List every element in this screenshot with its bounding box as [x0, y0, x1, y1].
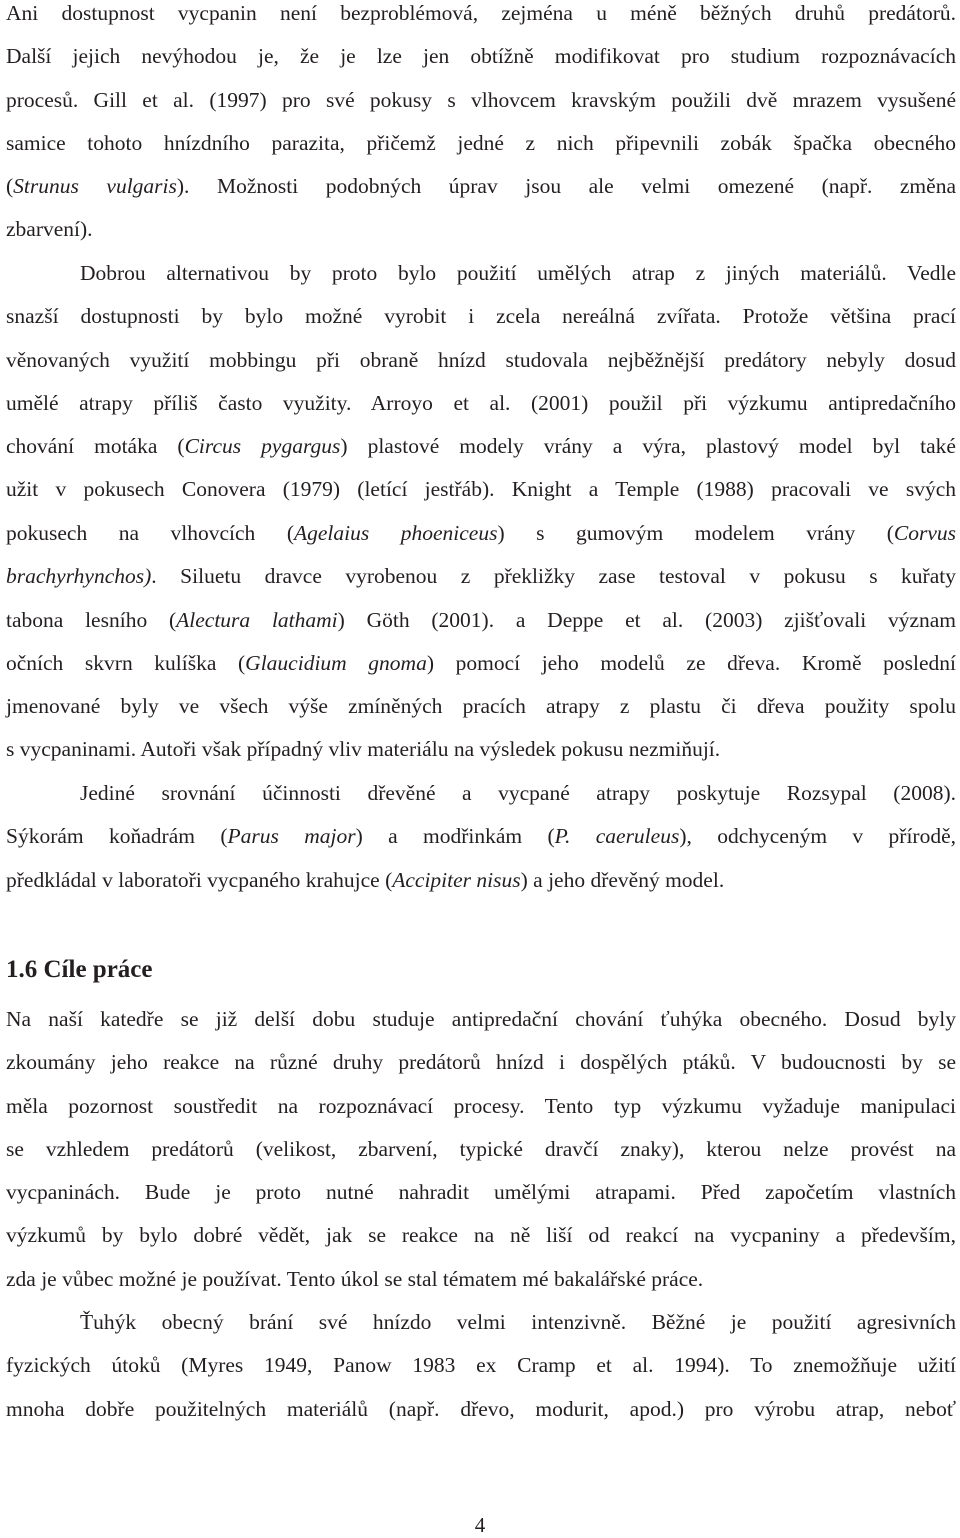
text-line: samice tohoto hnízdního parazita, přičemž jedné z nich připevnili zobák špačka obecného [6, 131, 956, 155]
text-line: výzkumů by bylo dobré vědět, jak se reakce na ně liší od reakcí na vycpaniny a především, [6, 1223, 956, 1247]
text-line: umělé atrapy příliš často využity. Arroyo et al. (2001) použil při výzkumu antipredačního [6, 391, 956, 415]
page-number: 4 [474, 1513, 486, 1537]
text-line: zkoumány jeho reakce na různé druhy predátorů hnízd i dospělých ptáků. V budoucnosti by se [6, 1050, 956, 1074]
text-line: Jediné srovnání účinnosti dřevěné a vycpané atrapy poskytuje Rozsypal (2008). [80, 781, 956, 805]
species-name: Corvus [893, 521, 957, 545]
species-name: Alectura lathami [176, 608, 338, 632]
text-line: brachyrhynchos). Siluetu dravce vyrobenou z překližky zase testoval v pokusu s kuřaty [6, 564, 956, 588]
text-line: procesů. Gill et al. (1997) pro své pokusy s vlhovcem kravským použili dvě mrazem vysušené [6, 88, 956, 112]
text-line: pokusech na vlhovcích (Agelaius phoeniceus) s gumovým modelem vrány (Corvus [6, 521, 957, 545]
text-line: Ťuhýk obecný brání své hnízdo velmi intenzivně. Běžné je použití agresivních [80, 1310, 956, 1334]
text-line: zbarvení). [6, 217, 93, 241]
text-line: Na naší katedře se již delší dobu studuje antipredační chování ťuhýka obecného. Dosud byly [6, 1007, 956, 1031]
text-line: zda je vůbec možné je používat. Tento úkol se stal tématem mé bakalářské práce. [6, 1267, 704, 1291]
text-line: se vzhledem predátorů (velikost, zbarvení, typické dravčí znaky), kterou nelze provést na [6, 1137, 956, 1161]
section-heading: 1.6 Cíle práce [6, 956, 153, 983]
text-line: chování motáka (Circus pygargus) plastové modely vrány a výra, plastový model byl také [6, 434, 956, 458]
text-line: předkládal v laboratoři vycpaného krahujce (Accipiter nisus) a jeho dřevěný model. [6, 868, 725, 892]
species-name: Glaucidium gnoma [245, 651, 427, 675]
text-line: (Strunus vulgaris). Možnosti podobných úprav jsou ale velmi omezené (např. změna [6, 174, 956, 198]
text-line: s vycpaninami. Autoři však případný vliv materiálu na výsledek pokusu nezmiňují. [6, 737, 721, 761]
species-name: brachyrhynchos) [6, 564, 152, 588]
text-line: mnoha dobře použitelných materiálů (např. dřevo, modurit, apod.) pro výrobu atrap, neboť [6, 1397, 956, 1421]
species-name: Agelaius phoeniceus [293, 521, 498, 545]
text-line: Dobrou alternativou by proto bylo použití umělých atrap z jiných materiálů. Vedle [80, 261, 956, 285]
text-line: Sýkorám koňadrám (Parus major) a modřinkám (P. caeruleus), odchyceným v přírodě, [6, 824, 956, 848]
text-line: fyzických útoků (Myres 1949, Panow 1983 ex Cramp et al. 1994). To znemožňuje užití [6, 1353, 956, 1377]
text-line: Ani dostupnost vycpanin není bezproblémová, zejména u méně běžných druhů predátorů. [6, 1, 956, 25]
text-line: užit v pokusech Conovera (1979) (letící jestřáb). Knight a Temple (1988) pracovali ve svých [6, 477, 956, 501]
text-line: věnovaných využití mobbingu při obraně hnízd studovala nejběžnější predátory nebyly dosud [6, 348, 956, 372]
text-line: snazší dostupnosti by bylo možné vyrobit i zcela nereálná zvířata. Protože většina prací [6, 304, 956, 328]
species-name: Circus pygargus [184, 434, 341, 458]
species-name: Parus major [227, 824, 356, 848]
species-name: P. caeruleus [554, 824, 680, 848]
text-line: Další jejich nevýhodou je, že je lze jen obtížně modifikovat pro studium rozpoznávacích [6, 44, 956, 68]
text-line: měla pozornost soustředit na rozpoznávací procesy. Tento typ výzkumu vyžaduje manipulaci [6, 1094, 956, 1118]
species-name: Strunus vulgaris [13, 174, 177, 198]
text-line: očních skvrn kulíška (Glaucidium gnoma) pomocí jeho modelů ze dřeva. Kromě poslední [6, 651, 956, 675]
text-line: tabona lesního (Alectura lathami) Göth (2001). a Deppe et al. (2003) zjišťovali význam [6, 608, 957, 632]
text-line: vycpaninách. Bude je proto nutné nahradit umělými atrapami. Před započetím vlastních [6, 1180, 956, 1204]
species-name: Accipiter nisus [392, 868, 521, 892]
text-line: jmenované byly ve všech výše zmíněných pracích atrapy z plastu či dřeva použity spolu [6, 694, 956, 718]
